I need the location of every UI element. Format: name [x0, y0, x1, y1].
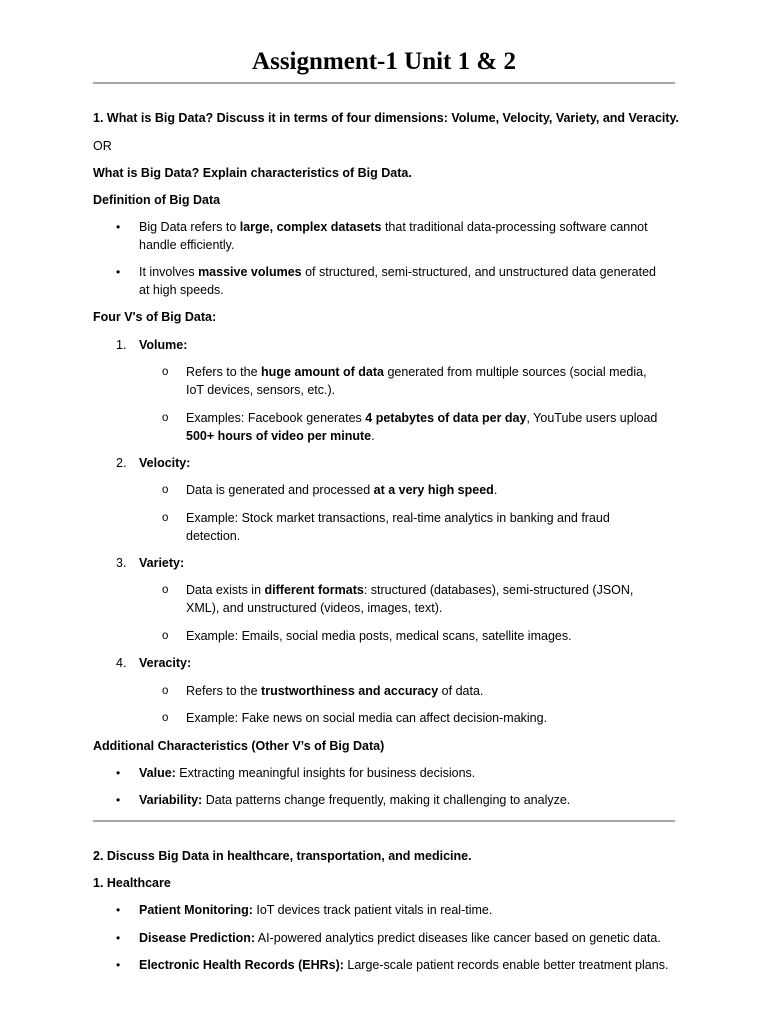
list-number: 4. [116, 656, 127, 670]
additional-item-value: Value: Extracting meaningful insights for business decisions. [139, 766, 476, 780]
q1-question: 1. What is Big Data? Discuss it in terms of four dimensions: Volume, Velocity, Variety, and Veracity. [93, 111, 680, 125]
veracity-label: Veracity: [139, 656, 192, 670]
sub-bullet-icon: o [162, 412, 169, 424]
sub-bullet-icon: o [162, 630, 169, 642]
veracity-item-1: Refers to the trustworthiness and accuracy of data. [186, 684, 484, 698]
volume-label: Volume: [139, 338, 188, 352]
sub-bullet-icon: o [162, 484, 169, 496]
sub-bullet-icon: o [162, 512, 169, 524]
additional-item-variability: Variability: Data patterns change frequently, making it challenging to analyze. [139, 793, 571, 807]
healthcare-heading: 1. Healthcare [93, 876, 171, 890]
bullet-icon: • [116, 766, 121, 780]
sub-bullet-icon: o [162, 712, 169, 724]
bullet-icon: • [116, 931, 121, 945]
title-divider [93, 82, 675, 84]
definition-item-2: It involves massive volumes of structured, semi-structured, and unstructured data generated at high speeds. [139, 265, 656, 297]
variety-item-2: Example: Emails, social media posts, medical scans, satellite images. [186, 629, 572, 643]
q1-or: OR [93, 139, 112, 153]
document-title: Assignment-1 Unit 1 & 2 [252, 48, 516, 75]
bullet-icon: • [116, 220, 121, 234]
list-number: 1. [116, 338, 127, 352]
section-divider [93, 820, 675, 822]
additional-heading: Additional Characteristics (Other V’s of Big Data) [93, 739, 385, 753]
volume-item-2: Examples: Facebook generates 4 petabytes of data per day, YouTube users upload 500+ hours of video per minute. [186, 411, 658, 443]
list-number: 2. [116, 456, 127, 470]
sub-bullet-icon: o [162, 584, 169, 596]
definition-item-1: Big Data refers to large, complex datasets that traditional data-processing software cannot handle efficiently. [139, 220, 648, 252]
bullet-icon: • [116, 958, 121, 972]
variety-label: Variety: [139, 556, 185, 570]
definition-heading: Definition of Big Data [93, 193, 221, 207]
sub-bullet-icon: o [162, 366, 169, 378]
volume-item-1: Refers to the huge amount of data generated from multiple sources (social media, IoT devices, sensors, etc.). [186, 365, 647, 397]
q1-alt-question: What is Big Data? Explain characteristics of Big Data. [93, 166, 412, 180]
healthcare-item-3: Electronic Health Records (EHRs): Large-scale patient records enable better treatment plans. [139, 958, 669, 972]
healthcare-item-2: Disease Prediction: AI-powered analytics predict diseases like cancer based on genetic data. [139, 931, 661, 945]
sub-bullet-icon: o [162, 685, 169, 697]
velocity-label: Velocity: [139, 456, 191, 470]
bullet-icon: • [116, 265, 121, 279]
q2-question: 2. Discuss Big Data in healthcare, transportation, and medicine. [93, 849, 472, 863]
variety-item-1: Data exists in different formats: structured (databases), semi-structured (JSON, XML), and unstructured (videos, images, text). [186, 583, 634, 615]
veracity-item-2: Example: Fake news on social media can affect decision-making. [186, 711, 548, 725]
bullet-icon: • [116, 793, 121, 807]
healthcare-item-1: Patient Monitoring: IoT devices track patient vitals in real-time. [139, 903, 493, 917]
four-vs-heading: Four V's of Big Data: [93, 310, 217, 324]
bullet-icon: • [116, 903, 121, 917]
list-number: 3. [116, 556, 127, 570]
velocity-item-1: Data is generated and processed at a very high speed. [186, 483, 498, 497]
velocity-item-2: Example: Stock market transactions, real-time analytics in banking and fraud detection. [186, 511, 610, 543]
